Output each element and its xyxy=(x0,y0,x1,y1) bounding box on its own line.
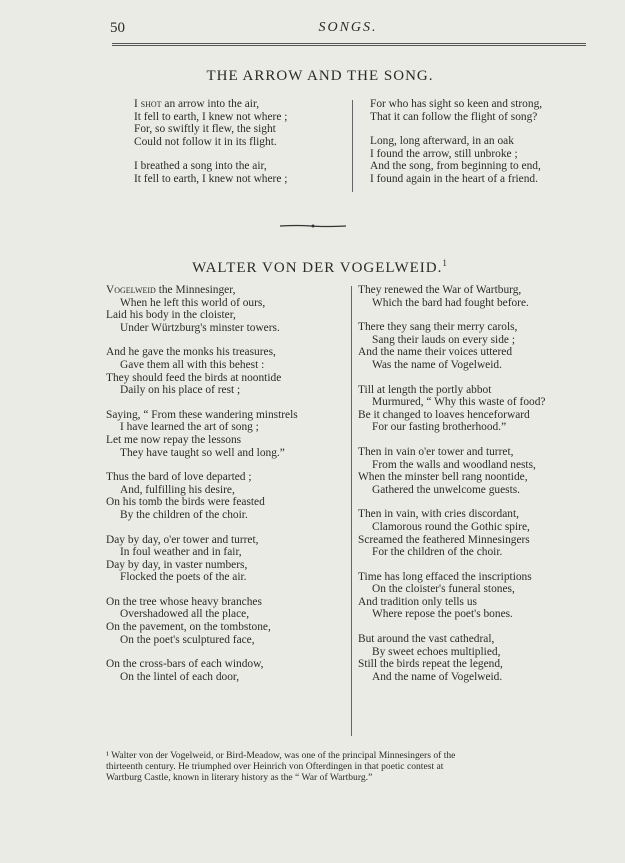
verse-text: Saying, “ From these wandering minstrels xyxy=(106,408,298,421)
verse-line xyxy=(358,421,545,434)
verse-line xyxy=(106,671,298,684)
stanza xyxy=(370,98,542,123)
verse-line xyxy=(358,346,545,359)
verse-text: I breathed a song into the air, xyxy=(134,160,267,173)
verse-text: Could not follow it in its flight. xyxy=(134,135,277,148)
verse-text: Long, long afterward, in an oak xyxy=(370,135,514,148)
verse-text: It fell to earth, I knew not where ; xyxy=(134,172,288,185)
verse-line xyxy=(106,546,298,559)
verse-line xyxy=(106,658,298,671)
verse-line xyxy=(358,459,545,472)
stanza xyxy=(106,534,298,584)
verse-line xyxy=(358,334,545,347)
verse-line xyxy=(358,297,545,310)
verse-line xyxy=(358,546,545,559)
verse-text: And the song, from beginning to end, xyxy=(370,160,541,173)
verse-text: On the poet's sculptured face, xyxy=(120,633,255,646)
verse-text: They have taught so well and long.” xyxy=(120,446,285,459)
poem-title-arrow-and-song: THE ARROW AND THE SONG. xyxy=(206,68,434,84)
verse-line xyxy=(358,608,545,621)
poem1-left-column xyxy=(134,98,287,198)
verse-line xyxy=(134,160,287,173)
verse-text: Which the bard had fought before. xyxy=(372,296,529,309)
verse-text: They renewed the War of Wartburg, xyxy=(358,284,522,296)
verse-line xyxy=(106,297,298,310)
verse-text: the Minnesinger, xyxy=(155,284,236,296)
verse-line xyxy=(106,509,298,522)
verse-line xyxy=(106,421,298,434)
verse-text: There they sang their merry carols, xyxy=(358,321,518,334)
verse-line xyxy=(358,396,545,409)
stanza xyxy=(134,160,287,185)
stanza xyxy=(134,98,287,148)
stanza xyxy=(106,596,298,646)
stanza xyxy=(106,346,298,396)
footnote-line: Wartburg Castle, known in literary history as the “ War of Wartburg.” xyxy=(106,772,373,783)
verse-line xyxy=(134,123,287,136)
header-rule xyxy=(112,43,586,46)
verse-text: In foul weather and in fair, xyxy=(120,546,242,559)
stanza xyxy=(106,658,298,683)
verse-line xyxy=(358,671,545,684)
stanza xyxy=(358,633,545,683)
verse-line xyxy=(106,634,298,647)
verse-text: By the children of the choir. xyxy=(120,508,248,521)
stanza xyxy=(370,135,542,185)
stanza xyxy=(106,284,298,334)
verse-line xyxy=(358,384,545,397)
verse-line xyxy=(358,534,545,547)
verse-text: Gathered the unwelcome guests. xyxy=(372,483,521,496)
verse-text: Be it changed to loaves henceforward xyxy=(358,408,530,421)
verse-text: Daily on his place of rest ; xyxy=(120,384,241,397)
verse-text: It fell to earth, I knew not where ; xyxy=(134,110,288,123)
verse-text: For, so swiftly it flew, the sight xyxy=(134,123,276,136)
verse-text: Sang their lauds on every side ; xyxy=(372,333,515,346)
stanza xyxy=(358,446,545,496)
verse-text: From the walls and woodland nests, xyxy=(372,458,536,471)
verse-line xyxy=(106,471,298,484)
verse-line xyxy=(370,173,542,186)
verse-text: When he left this world of ours, xyxy=(120,296,266,309)
verse-text: Still the birds repeat the legend, xyxy=(358,658,503,671)
verse-text: By sweet echoes multiplied, xyxy=(372,645,501,658)
verse-line xyxy=(106,571,298,584)
verse-text: Then in vain, with cries discordant, xyxy=(358,508,520,521)
stanza xyxy=(358,321,545,371)
verse-text: Flocked the poets of the air. xyxy=(120,571,247,584)
verse-text: For who has sight so keen and strong, xyxy=(370,98,543,110)
footnote-line: ¹ Walter von der Vogelweid, or Bird-Meadow, was one of the principal Minnesingers of the xyxy=(106,750,456,761)
verse-text: Under Würtzburg's minster towers. xyxy=(120,321,280,334)
stanza xyxy=(358,384,545,434)
verse-text: I have learned the art of song ; xyxy=(120,421,259,434)
verse-line xyxy=(106,559,298,572)
verse-text: Till at length the portly abbot xyxy=(358,383,492,396)
verse-text: Was the name of Vogelweid. xyxy=(372,358,502,371)
verse-text: On the cross-bars of each window, xyxy=(106,658,264,671)
verse-line xyxy=(358,571,545,584)
verse-text: And tradition only tells us xyxy=(358,595,477,608)
verse-text: And, fulfilling his desire, xyxy=(120,483,235,496)
verse-line xyxy=(106,434,298,447)
small-caps-opening: I shot xyxy=(134,98,162,110)
page-header xyxy=(110,20,586,42)
verse-line xyxy=(106,409,298,422)
verse-line xyxy=(134,136,287,149)
column-divider xyxy=(352,100,353,192)
verse-text: When the minster bell rang noontide, xyxy=(358,471,528,484)
stanza xyxy=(106,409,298,459)
verse-line xyxy=(106,596,298,609)
verse-line xyxy=(358,633,545,646)
section-ornament xyxy=(0,218,625,236)
verse-line xyxy=(106,496,298,509)
verse-line xyxy=(358,471,545,484)
verse-line xyxy=(106,608,298,621)
verse-line xyxy=(370,111,542,124)
verse-line xyxy=(134,111,287,124)
verse-line xyxy=(370,148,542,161)
verse-text: I found the arrow, still unbroke ; xyxy=(370,147,518,160)
verse-line xyxy=(358,446,545,459)
verse-line xyxy=(106,309,298,322)
poem-title-vogelweid xyxy=(40,258,600,277)
verse-line xyxy=(106,384,298,397)
poem-title-text: WALTER VON DER VOGELWEID. xyxy=(192,260,443,276)
ornament-rule-icon xyxy=(278,221,348,231)
column-divider xyxy=(351,286,352,736)
verse-line xyxy=(358,284,545,297)
verse-text: an arrow into the air, xyxy=(161,98,260,110)
verse-line xyxy=(134,173,287,186)
poem2-right-column xyxy=(358,284,545,695)
verse-text: On the pavement, on the tombstone, xyxy=(106,621,271,634)
verse-line xyxy=(370,135,542,148)
verse-text: Murmured, “ Why this waste of food? xyxy=(372,396,546,409)
verse-text: On the tree whose heavy branches xyxy=(106,595,262,608)
verse-line xyxy=(106,534,298,547)
verse-line xyxy=(358,583,545,596)
verse-text: I found again in the heart of a friend. xyxy=(370,172,538,185)
verse-line xyxy=(370,98,542,111)
verse-text: Time has long effaced the inscriptions xyxy=(358,570,532,583)
verse-text: Laid his body in the cloister, xyxy=(106,309,236,322)
verse-text: And he gave the monks his treasures, xyxy=(106,346,276,359)
verse-text: Where repose the poet's bones. xyxy=(372,608,513,621)
verse-text: They should feed the birds at noontide xyxy=(106,371,282,384)
verse-line xyxy=(358,658,545,671)
poem2-left-column xyxy=(106,284,298,695)
verse-text: Day by day, in vaster numbers, xyxy=(106,558,248,571)
verse-line xyxy=(134,98,287,111)
stanza xyxy=(106,471,298,521)
verse-line xyxy=(106,484,298,497)
verse-line xyxy=(358,409,545,422)
verse-text: Clamorous round the Gothic spire, xyxy=(372,520,530,533)
verse-text: Let me now repay the lessons xyxy=(106,433,242,446)
verse-text: On the cloister's funeral stones, xyxy=(372,583,515,596)
verse-line xyxy=(106,346,298,359)
verse-text: Gave them all with this behest : xyxy=(120,358,265,371)
verse-text: On the lintel of each door, xyxy=(120,670,240,683)
stanza xyxy=(358,284,545,309)
verse-line xyxy=(358,521,545,534)
verse-text: That it can follow the flight of song? xyxy=(370,110,538,123)
verse-line xyxy=(358,596,545,609)
verse-line xyxy=(358,359,545,372)
verse-text: For our fasting brotherhood.” xyxy=(372,421,507,434)
small-caps-opening: Vogelweid xyxy=(106,284,156,296)
footnote-line: thirteenth century. He triumphed over Heinrich von Ofterdingen in that poetic contest at xyxy=(106,761,444,772)
stanza xyxy=(358,571,545,621)
verse-line xyxy=(106,284,298,297)
running-title: SONGS. xyxy=(318,20,378,35)
verse-text: On his tomb the birds were feasted xyxy=(106,496,265,509)
footnote xyxy=(106,750,592,783)
verse-text: Thus the bard of love departed ; xyxy=(106,471,252,484)
poem1-right-column xyxy=(370,98,542,198)
footnote-marker: 1 xyxy=(442,258,448,268)
verse-line xyxy=(358,646,545,659)
verse-line xyxy=(106,359,298,372)
verse-line xyxy=(106,322,298,335)
verse-text: And the name their voices uttered xyxy=(358,346,513,359)
verse-text: For the children of the choir. xyxy=(372,546,503,559)
verse-line xyxy=(358,321,545,334)
verse-text: Then in vain o'er tower and turret, xyxy=(358,445,514,458)
verse-line xyxy=(106,621,298,634)
verse-line xyxy=(370,160,542,173)
stanza xyxy=(358,508,545,558)
verse-text: Day by day, o'er tower and turret, xyxy=(106,533,259,546)
verse-text: And the name of Vogelweid. xyxy=(372,670,503,683)
verse-line xyxy=(358,508,545,521)
verse-text: But around the vast cathedral, xyxy=(358,633,495,646)
verse-line xyxy=(106,372,298,385)
verse-text: Overshadowed all the place, xyxy=(120,608,250,621)
verse-line xyxy=(106,447,298,460)
verse-text: Screamed the feathered Minnesingers xyxy=(358,533,530,546)
verse-line xyxy=(358,484,545,497)
page-number: 50 xyxy=(110,20,125,36)
